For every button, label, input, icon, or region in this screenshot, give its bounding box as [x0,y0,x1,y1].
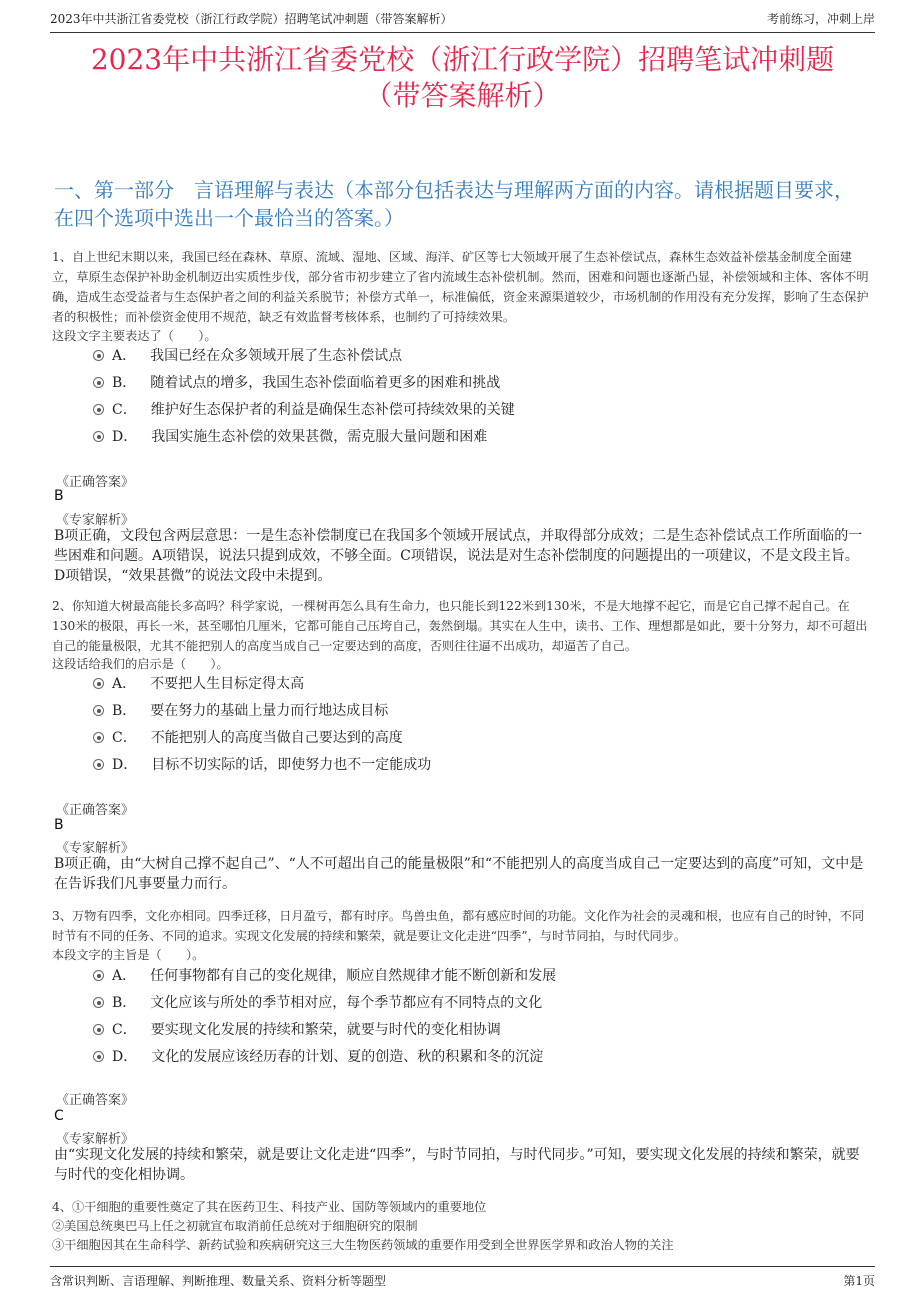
page-title: 2023年中共浙江省委党校（浙江行政学院）招聘笔试冲刺题 [90,43,835,76]
radio-icon[interactable] [93,705,104,716]
question-1-option-c[interactable] [93,399,515,421]
radio-icon[interactable] [93,431,104,442]
question-3-passage: 3、万物有四季，文化亦相同。四季迁移，日月盈亏，都有时序。鸟兽虫鱼，都有感应时间的功能。文化作为社会的灵魂和根，也应有自己的时钟，不同时节有不同的任务、不同的追求。实现文化发展的持续和繁荣，就是要让文化走进“四季”，与时节同拍，与时代同步。 [52,909,865,943]
page-title-subtitle: （带答案解析） [364,79,561,112]
header-doc-title: 2023年中共浙江省委党校（浙江行政学院）招聘笔试冲刺题（带答案解析） [50,12,453,26]
option-text: 不要把人生目标定得太高 [150,676,305,692]
question-2-passage: 2、你知道大树最高能长多高吗？科学家说，一棵树再怎么具有生命力，也只能长到122米到130米，不是大地撑不起它，而是它自己撑不起自己。在130米的极限，再长一米，甚至哪怕几厘米，它都可能自己压垮自己，轰然倒塌。其实在人生中，读书、工作、理想都是如此，要十分努力，却不可超出自己的能量极限，尤其不能把别人的高度当成自己一定要达到的高度，否则往往逼不出成功，却逼苦了自己。 [52,599,868,653]
question-1-option-d[interactable] [93,426,487,448]
question-3-explanation: 由“实现文化发展的持续和繁荣，就是要让文化走进“四季”，与时节同拍，与时代同步。”可知，要实现文化发展的持续和繁荣，就要与时代的变化相协调。 [54,1147,860,1183]
radio-icon[interactable] [93,970,104,981]
question-4-line-1: 4、①干细胞的重要性奠定了其在医药卫生、科技产业、国防等领域内的重要地位 [52,1200,487,1214]
option-letter: D． [112,429,138,445]
radio-icon[interactable] [93,678,104,689]
option-letter: D． [112,757,138,773]
radio-icon[interactable] [93,1024,104,1035]
radio-icon[interactable] [93,350,104,361]
question-1-explanation: B项正确，文段包含两层意思：一是生态补偿制度已在我国多个领域开展试点，并取得部分成效；二是生态补偿试点工作所面临的一些困难和问题。A项错误，说法只提到成效，不够全面。C项错误，说法是对生态补偿制度的问题提出的一项建议，不是文段主旨。D项错误，“效果甚微”的说法文段中未提到。 [54,528,863,584]
question-3-option-a[interactable] [93,965,556,987]
question-1-analysis-label: 《专家解析》 [56,513,135,528]
question-3-option-d[interactable] [93,1046,543,1068]
question-2-option-a[interactable] [93,673,304,695]
question-3-option-b[interactable] [93,992,542,1014]
option-letter: C． [112,402,137,418]
option-letter: D． [112,1049,138,1065]
option-text: 任何事物都有自己的变化规律，顺应自然规律才能不断创新和发展 [150,968,557,984]
section-heading: 一、第一部分 言语理解与表达（本部分包括表达与理解两方面的内容。请根据题目要求，在四个选项中选出一个最恰当的答案。） [54,178,854,230]
option-letter: B． [112,375,137,391]
question-3-answer-label: 《正确答案》 [56,1093,135,1108]
option-letter: A． [112,348,137,364]
option-text: 我国已经在众多领域开展了生态补偿试点 [150,348,403,364]
question-1-answer: B [54,488,64,504]
question-2-explanation: B项正确，由“大树自己撑不起自己”、“人不可超出自己的能量极限”和“不能把别人的高度当成自己一定要达到的高度”可知，文中是在告诉我们凡事要量力而行。 [54,856,864,892]
option-text: 文化的发展应该经历春的计划、夏的创造、秋的积累和冬的沉淀 [151,1049,544,1065]
option-letter: A． [112,676,137,692]
question-3-answer: C [54,1108,64,1124]
option-text: 我国实施生态补偿的效果甚微，需克服大量问题和困难 [151,429,488,445]
option-text: 随着试点的增多，我国生态补偿面临着更多的困难和挑战 [150,375,501,391]
question-1-option-b[interactable] [93,372,500,394]
question-3-analysis-label: 《专家解析》 [56,1132,135,1147]
page-number: 第1页 [843,1274,875,1288]
footer-divider [50,1266,875,1267]
question-2-option-b[interactable] [93,700,388,722]
question-2-option-c[interactable] [93,727,403,749]
question-4-line-2: ②美国总统奥巴马上任之初就宣布取消前任总统对于细胞研究的限制 [52,1219,418,1233]
question-1-prompt: 这段文字主要表达了（ ）。 [52,329,217,343]
option-text: 要实现文化发展的持续和繁荣，就要与时代的变化相协调 [150,1022,501,1038]
option-letter: B． [112,995,137,1011]
radio-icon[interactable] [93,759,104,770]
header-divider [50,32,875,33]
question-2-answer-label: 《正确答案》 [56,803,135,818]
question-3-option-c[interactable] [93,1019,501,1041]
question-3-prompt: 本段文字的主旨是（ ）。 [52,948,205,962]
radio-icon[interactable] [93,1051,104,1062]
question-2-option-d[interactable] [93,754,431,776]
radio-icon[interactable] [93,377,104,388]
footer-question-types: 含常识判断、言语理解、判断推理、数量关系、资料分析等题型 [50,1274,387,1288]
question-2-answer: B [54,817,64,833]
option-letter: C． [112,730,137,746]
option-text: 维护好生态保护者的利益是确保生态补偿可持续效果的关键 [150,402,515,418]
option-text: 不能把别人的高度当做自己要达到的高度 [150,730,403,746]
option-letter: C． [112,1022,137,1038]
question-4-line-3: ③干细胞因其在生命科学、新药试验和疾病研究这三大生物医药领域的重要作用受到全世界医学界和政治人物的关注 [52,1238,674,1252]
option-letter: B． [112,703,137,719]
question-1-option-a[interactable] [93,345,402,367]
question-2-prompt: 这段话给我们的启示是（ ）。 [52,657,229,671]
option-letter: A． [112,968,137,984]
header-slogan: 考前练习，冲刺上岸 [766,12,875,26]
question-2-analysis-label: 《专家解析》 [56,841,135,856]
radio-icon[interactable] [93,404,104,415]
option-text: 文化应该与所处的季节相对应，每个季节都应有不同特点的文化 [150,995,543,1011]
question-1-answer-label: 《正确答案》 [56,475,135,490]
option-text: 目标不切实际的话，即使努力也不一定能成功 [151,757,432,773]
question-1-passage: 1、自上世纪末期以来，我国已经在森林、草原、流域、湿地、区域、海洋、矿区等七大领域开展了生态补偿试点，森林生态效益补偿基金制度全面建立，草原生态保护补助金机制迈出实质性步伐，部分省市初步建立了省内流域生态补偿机制。然而，困难和问题也逐渐凸显，补偿领域和主体、客体不明确，造成生态受益者与生态保护者之间的利益关系脱节；补偿方式单一，标准偏低，资金来源渠道较少，市场机制的作用没有充分发挥，影响了生态保护者的积极性；而补偿资金使用不规范，缺乏有效监督考核体系，也制约了可持续效果。 [52,250,869,324]
option-text: 要在努力的基础上量力而行地达成目标 [150,703,389,719]
radio-icon[interactable] [93,732,104,743]
radio-icon[interactable] [93,997,104,1008]
